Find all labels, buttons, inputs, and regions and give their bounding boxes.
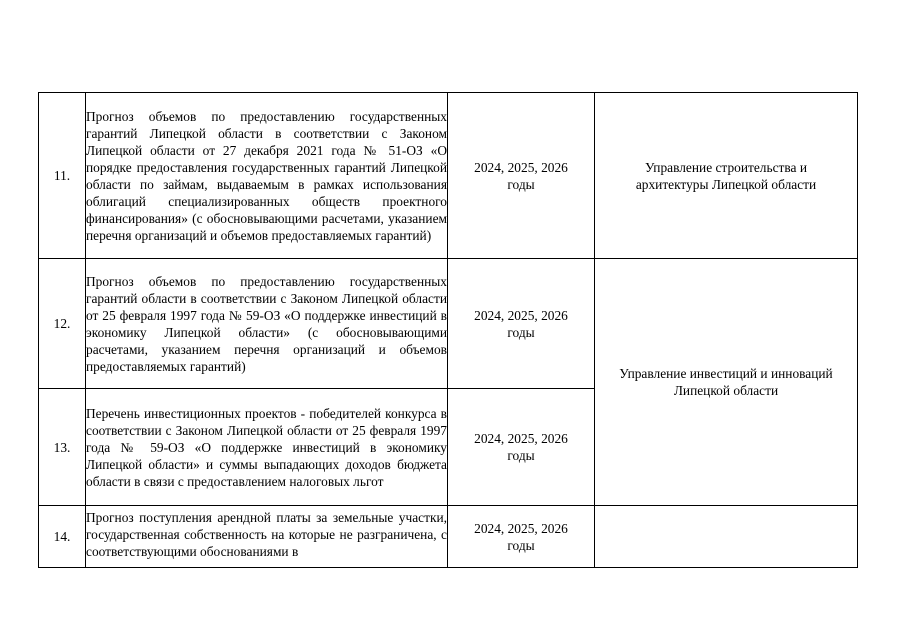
responsible-line-1: Управление строительства и — [644, 159, 807, 175]
row-number-cell — [39, 259, 86, 389]
years-line-1: 2024, 2025, 2026 — [474, 431, 568, 446]
responsible-cell — [595, 93, 858, 259]
years-line-1: 2024, 2025, 2026 — [474, 520, 568, 536]
years-cell — [448, 506, 595, 568]
row-number: 12. — [53, 316, 71, 331]
table-row — [39, 93, 858, 259]
years-line-2: годы — [507, 176, 535, 192]
description-text: Прогноз поступления арендной платы за земельные участки, государственная собственность на которые не разграничена, с соответствующими обоснованиями в — [86, 509, 447, 559]
years-line-2: годы — [507, 324, 535, 340]
responsible-line-2: Липецкой области — [673, 383, 779, 398]
description-text: Прогноз объемов по предоставлению государственных гарантий Липецкой области в соответствии с Законом Липецкой области от 27 декабря 2021 года № 51-ОЗ «О порядке предоставления государственных гарантий Липецкой области по займам, выдаваемым в рамках использования облигаций специализированных обществ проектного финансирования» (с обосновывающими расчетами, указанием перечня организаций и объемов предоставляемых гарантий) — [86, 108, 447, 243]
row-number: 14. — [53, 529, 71, 544]
row-number-cell — [39, 93, 86, 259]
years-line-1: 2024, 2025, 2026 — [474, 159, 568, 175]
years-line-2: годы — [507, 448, 535, 463]
description-cell — [86, 259, 448, 389]
description-text: Перечень инвестиционных проектов - победителей конкурса в соответствии с Законом Липецкой области от 25 февраля 1997 года № 59-ОЗ «О поддержке инвестиций в экономику Липецкой области» и суммы выпадающих доходов бюджета области в связи с предоставлением налоговых льгот — [86, 405, 447, 489]
description-cell — [86, 506, 448, 568]
years-line-1: 2024, 2025, 2026 — [474, 307, 568, 323]
years-cell — [448, 93, 595, 259]
row-number: 11. — [53, 168, 71, 183]
description-text: Прогноз объемов по предоставлению государственных гарантий области в соответствии с Законом Липецкой области от 25 февраля 1997 года № 59-ОЗ «О поддержке инвестиций в экономику Липецкой области» (с обосновывающими расчетами, указанием перечня организаций и объемов предоставляемых гарантий) — [86, 273, 447, 374]
table-row — [39, 259, 858, 389]
years-cell — [448, 389, 595, 506]
plan-table — [38, 92, 858, 568]
description-cell — [86, 93, 448, 259]
row-number-cell — [39, 389, 86, 506]
description-cell — [86, 389, 448, 506]
row-number: 13. — [53, 439, 71, 455]
responsible-line-1: Управление инвестиций и инноваций — [619, 366, 833, 381]
years-cell — [448, 259, 595, 389]
responsible-cell — [595, 506, 858, 568]
responsible-line-2: архитектуры Липецкой области — [635, 176, 817, 192]
years-line-2: годы — [507, 537, 535, 553]
responsible-cell-merged — [595, 259, 858, 506]
row-number-cell — [39, 506, 86, 568]
table-row — [39, 506, 858, 568]
